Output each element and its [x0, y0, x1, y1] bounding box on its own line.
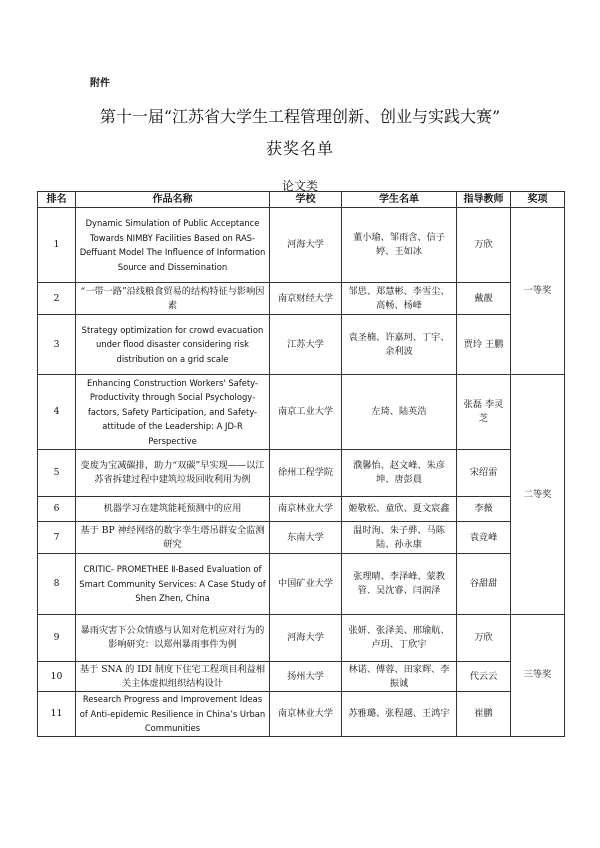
- school-cell: 扬州大学: [270, 662, 342, 692]
- advisor-cell: 代云云: [457, 662, 511, 692]
- school-cell: 南京工业大学: [270, 375, 342, 450]
- table-row: [38, 208, 565, 283]
- advisor-cell: 张磊 李灵芝: [457, 375, 511, 450]
- award-cell: 一等奖: [511, 208, 565, 375]
- advisor-cell: 崔鹏: [457, 692, 511, 737]
- table-row: [38, 615, 565, 662]
- header-rank: 排名: [38, 192, 76, 208]
- table-row: [38, 522, 565, 554]
- school-cell: 徐州工程学院: [270, 450, 342, 497]
- students-cell: 姬敬松、童欣、夏文宸鑫: [342, 497, 457, 522]
- students-cell: 林诺、傅蓉、田家辉、李振诚: [342, 662, 457, 692]
- students-cell: 张理晴、李泽峰、蒙教管、吴沈睿、闫润泽: [342, 554, 457, 615]
- title-cell: 机器学习在建筑能耗预测中的应用: [76, 497, 270, 522]
- students-cell: 邹思、郑慧彬、李雪尘、高畅、杨峰: [342, 283, 457, 315]
- table-row: [38, 315, 565, 375]
- attachment-label: 附件: [90, 78, 110, 89]
- header-advisor: 指导教师: [457, 192, 511, 208]
- students-cell: 袁圣楠、许嘉珂、丁宇、余利波: [342, 315, 457, 375]
- award-cell: 三等奖: [511, 615, 565, 737]
- document-title: 第十一届“江苏省大学生工程管理创新、创业与实践大赛”: [99, 107, 501, 126]
- document-subtitle: 获奖名单: [265, 139, 334, 158]
- header-school: 学校: [270, 192, 342, 208]
- table-row: [38, 554, 565, 615]
- students-cell: 苏雅璐、张程越、王鸿宇: [342, 692, 457, 737]
- students-cell: 董小瑜、邹雨含、信子婷、王如冰: [342, 208, 457, 283]
- school-cell: 中国矿业大学: [270, 554, 342, 615]
- rank-cell: 6: [38, 497, 76, 522]
- students-cell: 濮馨怡、赵文峰、朱彦坤、唐彭晨: [342, 450, 457, 497]
- table-row: [38, 450, 565, 497]
- header-award: 奖项: [511, 192, 565, 208]
- title-cell: Strategy optimization for crowd evacuation under flood disaster considering risk distribution on a grid scale: [76, 315, 270, 375]
- header-students: 学生名单: [342, 192, 457, 208]
- title-cell: CRITIC- PROMETHEE Ⅱ-Based Evaluation of Smart Community Services: A Case Study of Shen Zhen, China: [76, 554, 270, 615]
- rank-cell: 10: [38, 662, 76, 692]
- advisor-cell: 宋绍雷: [457, 450, 511, 497]
- rank-cell: 2: [38, 283, 76, 315]
- students-cell: 左琦、陆英浩: [342, 375, 457, 450]
- title-cell: 变废为宝减碳排，助力“双碳”早实现——以江苏省拆建过程中建筑垃圾回收利用为例: [76, 450, 270, 497]
- students-cell: 温时洵、朱子骅、马陈陆、孙永康: [342, 522, 457, 554]
- title-cell: 基于 BP 神经网络的数字孪生塔吊群安全监测研究: [76, 522, 270, 554]
- table-row: [38, 692, 565, 737]
- title-cell: 暴雨灾害下公众情感与认知对危机应对行为的影响研究：以郑州暴雨事件为例: [76, 615, 270, 662]
- advisor-cell: 万欣: [457, 208, 511, 283]
- rank-cell: 3: [38, 315, 76, 375]
- table-row: [38, 283, 565, 315]
- advisor-cell: 贾玲 王鹏: [457, 315, 511, 375]
- section-title: 论文类: [281, 179, 318, 193]
- advisor-cell: 万欣: [457, 615, 511, 662]
- title-cell: Dynamic Simulation of Public Acceptance Towards NIMBY Facilities Based on RAS-Deffuant Model The Influence of Information Source and Dissemination: [76, 208, 270, 283]
- school-cell: 河海大学: [270, 615, 342, 662]
- advisor-cell: 戴靓: [457, 283, 511, 315]
- rank-cell: 1: [38, 208, 76, 283]
- header-title: 作品名称: [76, 192, 270, 208]
- header-row: [38, 192, 565, 208]
- table-row: [38, 662, 565, 692]
- advisor-cell: 袁竞峰: [457, 522, 511, 554]
- title-cell: Research Progress and Improvement Ideas of Anti-epidemic Resilience in China’s Urban Communities: [76, 692, 270, 737]
- advisor-cell: 李薇: [457, 497, 511, 522]
- rank-cell: 5: [38, 450, 76, 497]
- title-cell: Enhancing Construction Workers' Safety-Productivity through Social Psychology-factors, Safety Participation, and Safety-attitude of the Leadership: A JD-R Perspective: [76, 375, 270, 450]
- school-cell: 南京林业大学: [270, 497, 342, 522]
- title-cell: “一带一路”沿线粮食贸易的结构特征与影响因素: [76, 283, 270, 315]
- school-cell: 南京林业大学: [270, 692, 342, 737]
- rank-cell: 4: [38, 375, 76, 450]
- table-row: [38, 375, 565, 450]
- award-cell: 二等奖: [511, 375, 565, 615]
- advisor-cell: 谷甜甜: [457, 554, 511, 615]
- rank-cell: 7: [38, 522, 76, 554]
- school-cell: 河海大学: [270, 208, 342, 283]
- table-row: [38, 497, 565, 522]
- rank-cell: 8: [38, 554, 76, 615]
- rank-cell: 11: [38, 692, 76, 737]
- school-cell: 东南大学: [270, 522, 342, 554]
- awards-table: [37, 191, 565, 737]
- title-cell: 基于 SNA 的 IDI 制度下住宅工程项目利益相关主体虚拟组织结构设计: [76, 662, 270, 692]
- rank-cell: 9: [38, 615, 76, 662]
- school-cell: 南京财经大学: [270, 283, 342, 315]
- students-cell: 张妍、张泽美、邢瑜航、卢玥、丁欣宇: [342, 615, 457, 662]
- school-cell: 江苏大学: [270, 315, 342, 375]
